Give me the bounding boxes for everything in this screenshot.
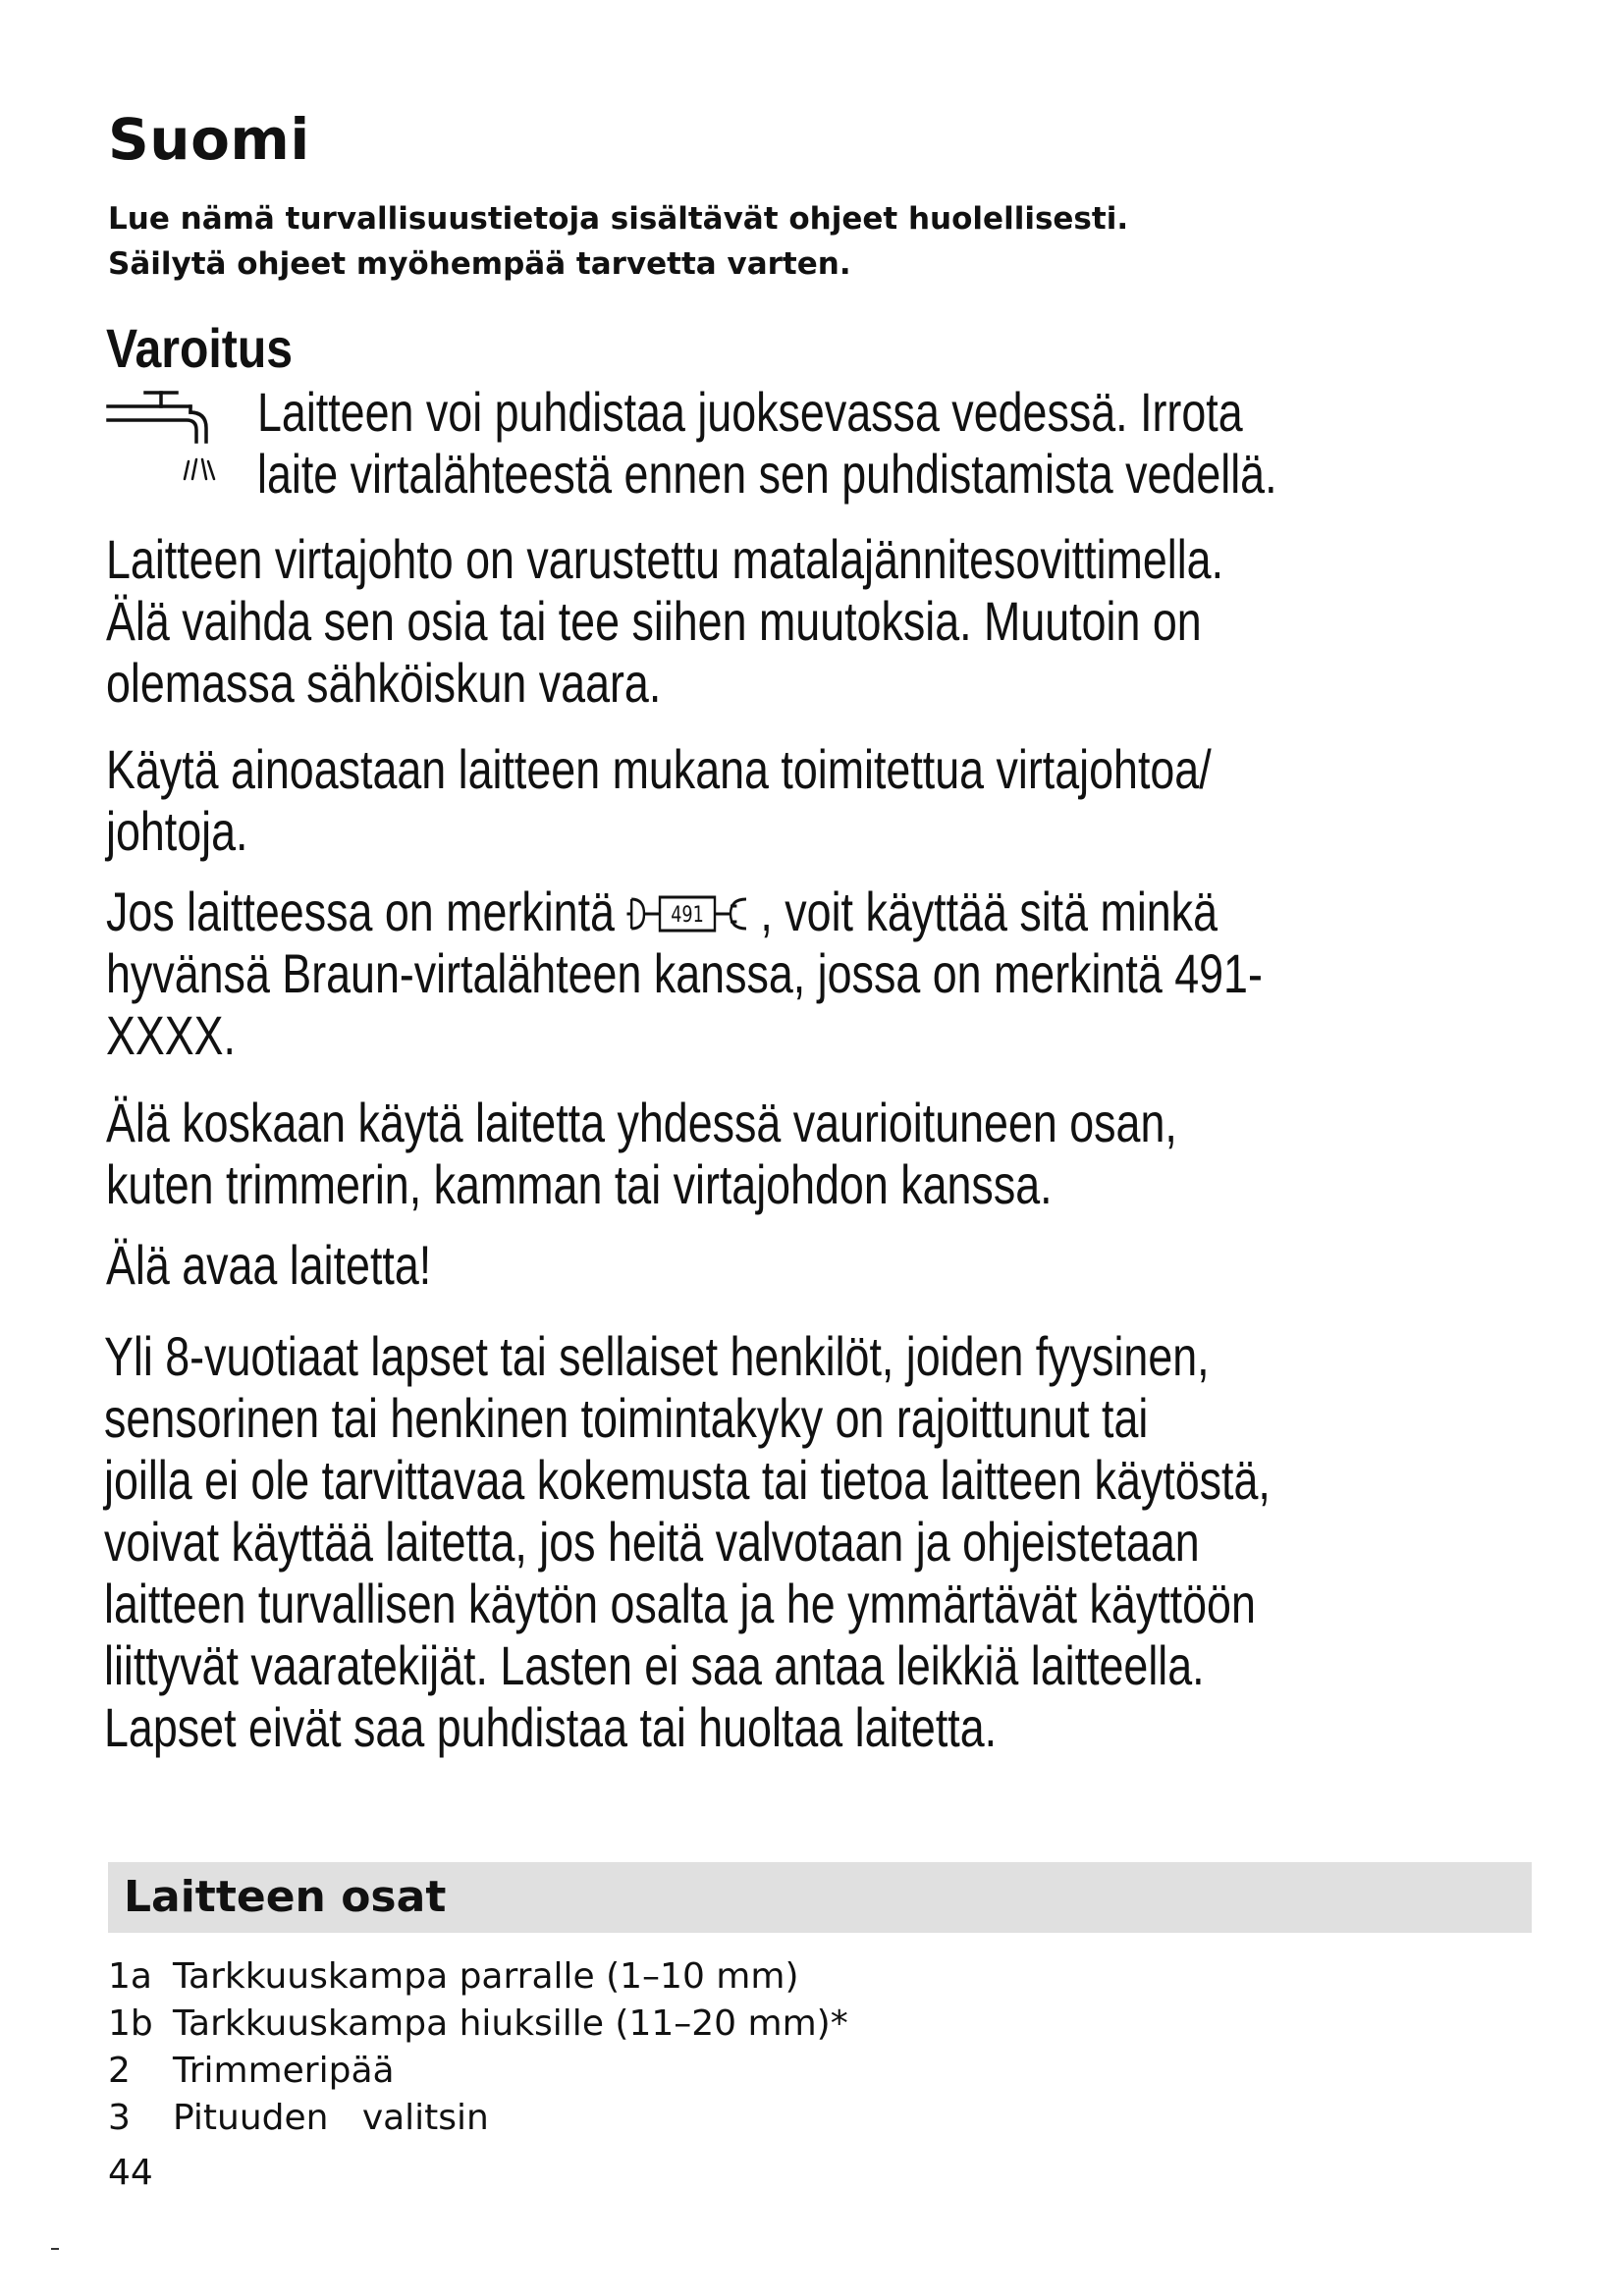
intro-text [108,196,1128,287]
list-item [108,1953,848,2001]
power-supply-491-icon [626,891,760,934]
warning-paragraph [106,1092,1177,1215]
part-number: 1b [108,2003,153,2044]
symbol-paragraph [106,881,1263,1066]
text-line: Yli 8-vuotiaat lapset tai sellaiset henkilöt, joiden fyysinen, [104,1325,1210,1387]
water-tap-icon [104,389,222,497]
text-line: liittyvät vaaratekijät. Lasten ei saa antaa leikkiä laitteella. [104,1634,1205,1696]
parts-heading: Laitteen osat [124,1872,447,1922]
part-name: Tarkkuuskampa hiuksille (11–20 mm)* [173,2003,848,2044]
symbol-label: 491 [671,902,704,928]
warning-paragraph [104,1325,1271,1758]
part-name: Trimmeripää [173,2051,395,2091]
part-number: 2 [108,2051,131,2091]
text-line: Käytä ainoastaan laitteen mukana toimitettua virtajohtoa/ [106,738,1212,800]
text-line: olemassa sähköiskun vaara. [106,652,662,714]
text-line: hyvänsä Braun-virtalähteen kanssa, jossa on merkintä 491- [106,942,1263,1004]
text-line: laitteen turvallisen käytön osalta ja he ymmärtävät käyttöön [104,1573,1256,1634]
symbol-sentence-start: Jos laitteessa on merkintä [106,881,627,942]
part-number: 3 [108,2098,131,2138]
warning-paragraph [106,738,1212,862]
text-line: Laitteen voi puhdistaa juoksevassa vedessä. Irrota [257,381,1243,443]
text-line: Lapset eivät saa puhdistaa tai huoltaa laitetta. [104,1696,998,1758]
text-line: laite virtalähteestä ennen sen puhdistamista vedellä. [257,443,1277,505]
part-name: Pituuden valitsin [173,2098,489,2138]
part-number: 1a [108,1956,152,1997]
text-line: Älä koskaan käytä laitetta yhdessä vaurioituneen osan, [106,1092,1177,1153]
text-line: johtoja. [106,800,248,862]
text-line: Älä avaa laitetta! [106,1234,432,1296]
parts-section-header [108,1862,1532,1933]
text-line: Älä vaihda sen osia tai tee siihen muutoksia. Muutoin on [106,590,1202,652]
intro-line: Säilytä ohjeet myöhempää tarvetta varten. [108,246,851,282]
language-heading: Suomi [108,106,310,173]
text-line: Laitteen virtajohto on varustettu matalajännitesovittimella. [106,528,1224,590]
list-item [108,2095,848,2142]
warning-paragraph [106,528,1223,714]
list-item [108,2048,848,2095]
intro-line: Lue nämä turvallisuustietoja sisältävät ohjeet huolellisesti. [108,201,1129,237]
page-number: 44 [108,2153,153,2193]
parts-list [108,1953,848,2142]
text-line: kuten trimmerin, kamman tai virtajohdon kanssa. [106,1153,1053,1215]
text-line: XXXX. [106,1004,236,1066]
tap-warning-paragraph [257,381,1277,505]
text-line: voivat käyttää laitetta, jos heitä valvotaan ja ohjeistetaan [104,1511,1200,1573]
text-line: sensorinen tai henkinen toimintakyky on rajoittunut tai [104,1387,1149,1449]
warning-paragraph [106,1234,431,1296]
text-line [106,881,1263,942]
symbol-sentence-end: , voit käyttää sitä minkä [760,881,1218,942]
list-item [108,2001,848,2048]
edge-mark [51,2248,59,2250]
part-name: Tarkkuuskampa parralle (1–10 mm) [173,1956,799,1997]
warning-heading: Varoitus [106,317,294,379]
text-line: joilla ei ole tarvittavaa kokemusta tai tietoa laitteen käytöstä, [104,1449,1271,1511]
